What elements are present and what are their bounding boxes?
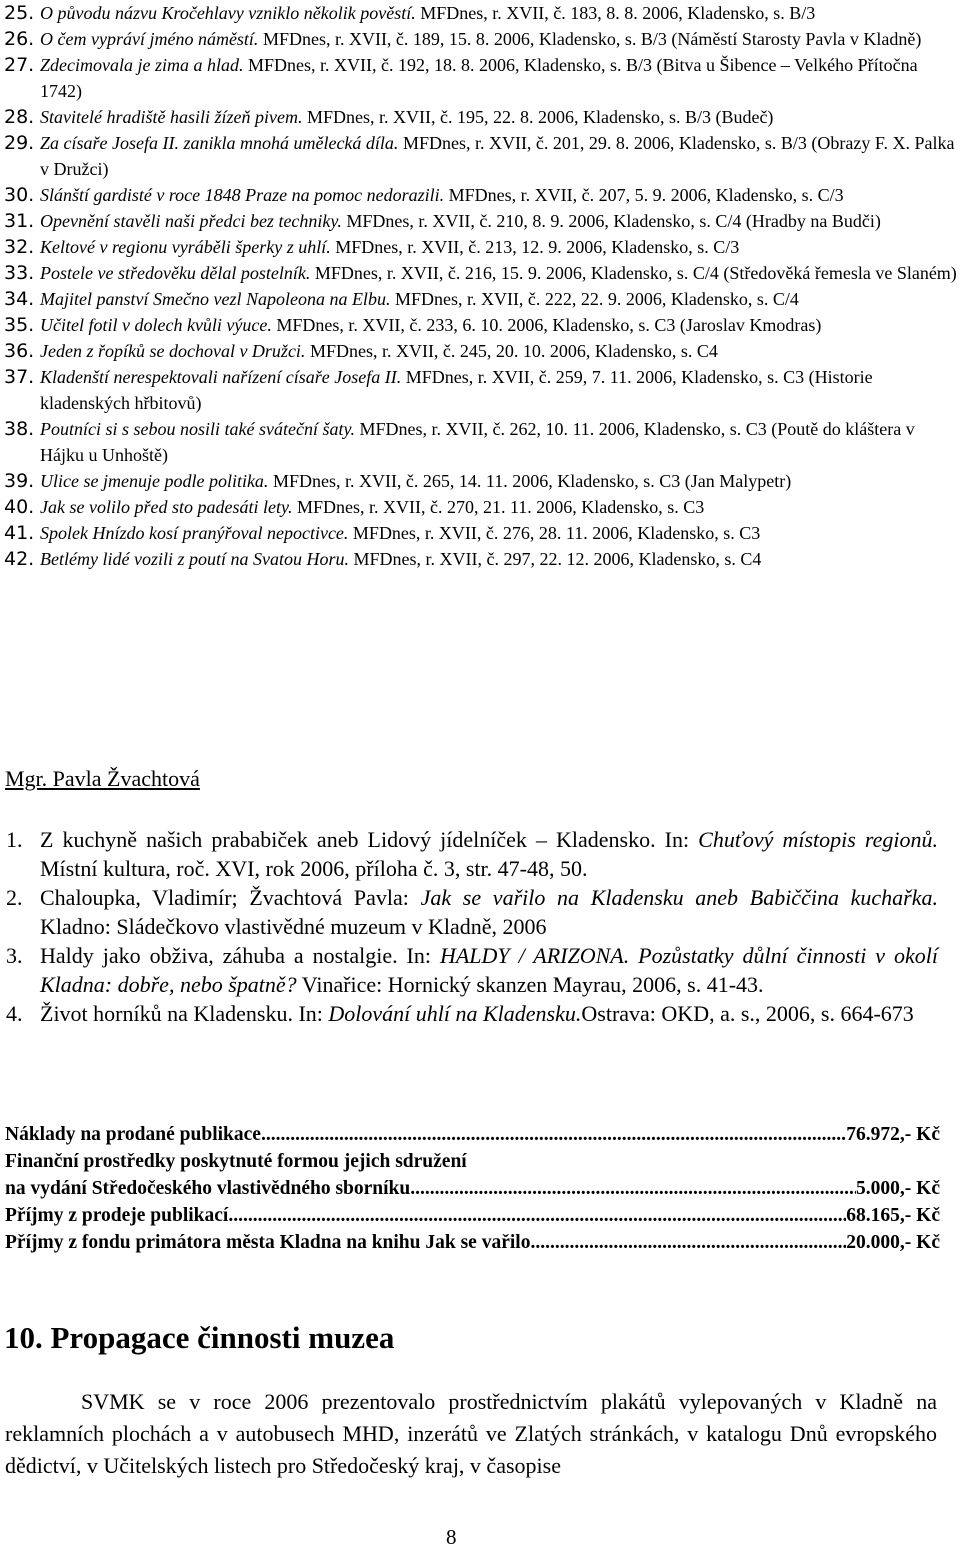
article-number: 31. — [4, 210, 35, 232]
cost-row — [5, 1148, 940, 1175]
cost-label: na vydání Středočeského vlastivědného sborníku — [5, 1178, 411, 1199]
article-number: 42. — [4, 548, 35, 570]
bibliography-title: HALDY / ARIZONA. Pozůstatky důlní činnosti v okolí Kladna: dobře, nebo špatně? — [40, 943, 938, 997]
article-item — [0, 260, 960, 286]
dot-leader — [410, 1175, 856, 1202]
article-number: 39. — [4, 470, 35, 492]
article-title: Keltové v regionu vyráběli šperky z uhlí. — [40, 237, 331, 257]
bibliography-item — [0, 825, 960, 883]
article-item — [0, 338, 960, 364]
article-source: MFDnes, r. XVII, č. 207, 5. 9. 2006, Kladensko, s. C/3 — [444, 185, 844, 205]
bibliography-item — [0, 999, 960, 1028]
article-item — [0, 104, 960, 130]
section-heading: 10. Propagace činnosti muzea — [4, 1320, 395, 1355]
article-source: MFDnes, r. XVII, č. 201, 29. 8. 2006, Kladensko, s. B/3 (Obrazy F. X. Palka v Družci) — [40, 133, 955, 179]
article-source: MFDnes, r. XVII, č. 210, 8. 9. 2006, Kladensko, s. C/4 (Hradby na Budči) — [341, 211, 881, 231]
article-title: Učitel fotil v dolech kvůli výuce. — [40, 315, 272, 335]
author-name: Mgr. Pavla Žvachtová — [5, 766, 200, 791]
article-source: MFDnes, r. XVII, č. 233, 6. 10. 2006, Kladensko, s. C3 (Jaroslav Kmodras) — [271, 315, 822, 335]
bibliography-publisher: Vinařice: Hornický skanzen Mayrau, 2006, s. 41-43. — [296, 972, 764, 997]
article-number: 32. — [4, 236, 35, 258]
article-item — [0, 52, 960, 104]
article-title: Opevnění stavěli naši předci bez techniky. — [40, 211, 342, 231]
article-source: MFDnes, r. XVII, č. 192, 18. 8. 2006, Kladensko, s. B/3 (Bitva u Šibence – Velkého Přítočna 1742) — [40, 55, 918, 101]
article-source: MFDnes, r. XVII, č. 245, 20. 10. 2006, Kladensko, s. C4 — [305, 341, 718, 361]
cost-label: Finanční prostředky poskytnuté formou jejich sdružení — [5, 1151, 467, 1172]
article-title: Poutníci si s sebou nosili také sváteční šaty. — [40, 419, 355, 439]
bibliography-title: Jak se vařilo na Kladensku aneb Babiččina kuchařka. — [420, 885, 938, 910]
article-source: MFDnes, r. XVII, č. 183, 8. 8. 2006, Kladensko, s. B/3 — [415, 3, 816, 23]
article-number: 26. — [4, 28, 35, 50]
article-item — [0, 26, 960, 52]
article-number: 37. — [4, 366, 35, 388]
cost-row — [5, 1202, 940, 1229]
bibliography-list — [0, 825, 960, 1028]
article-item — [0, 520, 960, 546]
bibliography-title: Dolování uhlí na Kladensku. — [328, 1001, 582, 1026]
article-source: MFDnes, r. XVII, č. 195, 22. 8. 2006, Kladensko, s. B/3 (Budeč) — [302, 107, 774, 127]
article-item — [0, 364, 960, 416]
article-item — [0, 182, 960, 208]
article-item — [0, 0, 960, 26]
cost-label: Náklady na prodané publikace — [5, 1124, 261, 1145]
bibliography-number: 2. — [6, 885, 23, 910]
article-number: 29. — [4, 132, 35, 154]
bibliography-text: Chaloupka, Vladimír; Žvachtová Pavla: — [40, 885, 421, 910]
article-title: Ulice se jmenuje podle politika. — [40, 471, 269, 491]
bibliography-number: 1. — [6, 827, 23, 852]
dot-leader — [545, 1229, 846, 1256]
article-source: MFDnes, r. XVII, č. 262, 10. 11. 2006, Kladensko, s. C3 (Poutě do kláštera v Hájku u Unhoště) — [40, 419, 915, 465]
article-item — [0, 286, 960, 312]
bibliography-text: Z kuchyně našich prababiček aneb Lidový jídelníček – Kladensko. In: — [40, 827, 699, 852]
article-number: 33. — [4, 262, 35, 284]
cost-row — [5, 1175, 940, 1202]
cost-value: 68.165,- Kč — [846, 1205, 940, 1226]
bibliography-text: Život horníků na Kladensku. In: — [40, 1001, 329, 1026]
article-title: Za císaře Josefa II. zanikla mnohá umělecká díla. — [40, 133, 399, 153]
cost-value: 20.000,- Kč — [846, 1232, 940, 1253]
article-number: 25. — [4, 2, 35, 24]
article-title: Postele ve středověku dělal postelník. — [40, 263, 311, 283]
article-title: Jak se volilo před sto padesáti lety. — [40, 497, 293, 517]
bibliography-publisher: Kladno: Sládečkovo vlastivědné muzeum v Kladně, 2006 — [40, 914, 547, 939]
bibliography-text: Haldy jako obživa, záhuba a nostalgie. In: — [40, 943, 440, 968]
cost-label: Příjmy z fondu primátora města Kladna na knihu Jak se vařilo... — [5, 1232, 546, 1253]
article-number: 34. — [4, 288, 35, 310]
cost-value: 76.972,- Kč — [846, 1124, 940, 1145]
bibliography-publisher: Místní kultura, roč. XVI, rok 2006, příloha č. 3, str. 47-48, 50. — [40, 856, 588, 881]
dot-leader — [228, 1202, 846, 1229]
article-source: MFDnes, r. XVII, č. 276, 28. 11. 2006, Kladensko, s. C3 — [348, 523, 761, 543]
article-item — [0, 416, 960, 468]
cost-value: 5.000,- Kč — [856, 1178, 940, 1199]
article-title: O původu názvu Kročehlavy vzniklo několik pověstí. — [40, 3, 416, 23]
article-number: 36. — [4, 340, 35, 362]
article-number: 35. — [4, 314, 35, 336]
article-title: Zdecimovala je zima a hlad. — [40, 55, 244, 75]
section-paragraph — [5, 1386, 937, 1482]
article-source: MFDnes, r. XVII, č. 222, 22. 9. 2006, Kladensko, s. C/4 — [390, 289, 799, 309]
article-source: MFDnes, r. XVII, č. 259, 7. 11. 2006, Kladensko, s. C3 (Historie kladenských hřbitovů) — [40, 367, 873, 413]
dot-leader — [261, 1121, 846, 1148]
bibliography-item — [0, 883, 960, 941]
article-number: 38. — [4, 418, 35, 440]
bibliography-publisher: Ostrava: OKD, a. s., 2006, s. 664-673 — [581, 1001, 914, 1026]
article-title: Majitel panství Smečno vezl Napoleona na Elbu. — [40, 289, 391, 309]
page-number: 8 — [446, 1525, 457, 1549]
article-item — [0, 208, 960, 234]
article-title: Betlémy lidé vozili z poutí na Svatou Horu. — [40, 549, 349, 569]
paragraph-text: SVMK se v roce 2006 prezentovalo prostřednictvím plakátů vylepovaných v Kladně na reklamních plochách a v autobusech MHD, inzerátů ve Zlatých stránkách, v katalogu Dnů evropského dědictví, v Učitelských listech pro Středočeský kraj, v časopise — [5, 1389, 937, 1478]
bibliography-number: 4. — [6, 1001, 23, 1026]
article-title: Kladenští nerespektovali nařízení císaře Josefa II. — [40, 367, 402, 387]
article-number: 41. — [4, 522, 35, 544]
article-item — [0, 130, 960, 182]
article-source: MFDnes, r. XVII, č. 265, 14. 11. 2006, Kladensko, s. C3 (Jan Malypetr) — [268, 471, 792, 491]
article-list — [0, 0, 960, 572]
article-source: MFDnes, r. XVII, č. 297, 22. 12. 2006, Kladensko, s. C4 — [348, 549, 762, 569]
article-title: Jeden z řopíků se dochoval v Družci. — [40, 341, 306, 361]
bibliography-item — [0, 941, 960, 999]
cost-row — [5, 1229, 940, 1256]
article-number: 27. — [4, 54, 35, 76]
bibliography-title: Chuťový místopis regionů. — [698, 827, 938, 852]
article-title: Slánští gardisté v roce 1848 Praze na pomoc nedorazili. — [40, 185, 445, 205]
article-title: Spolek Hnízdo kosí pranýřoval nepoctivce. — [40, 523, 349, 543]
cost-summary — [5, 1121, 940, 1256]
article-item — [0, 494, 960, 520]
article-number: 40. — [4, 496, 35, 518]
article-item — [0, 312, 960, 338]
article-item — [0, 234, 960, 260]
cost-label: Příjmy z prodeje publikací — [5, 1205, 229, 1226]
article-number: 28. — [4, 106, 35, 128]
article-source: MFDnes, r. XVII, č. 213, 12. 9. 2006, Kladensko, s. C/3 — [330, 237, 740, 257]
article-source: MFDnes, r. XVII, č. 189, 15. 8. 2006, Kladensko, s. B/3 (Náměstí Starosty Pavla v Kladně) — [258, 29, 922, 49]
article-item — [0, 546, 960, 572]
article-title: O čem vypráví jméno náměstí. — [40, 29, 259, 49]
bibliography-number: 3. — [6, 943, 23, 968]
article-item — [0, 468, 960, 494]
cost-row — [5, 1121, 940, 1148]
article-source: MFDnes, r. XVII, č. 270, 21. 11. 2006, Kladensko, s. C3 — [292, 497, 705, 517]
article-number: 30. — [4, 184, 35, 206]
article-title: Stavitelé hradiště hasili žízeň pivem. — [40, 107, 303, 127]
article-source: MFDnes, r. XVII, č. 216, 15. 9. 2006, Kladensko, s. C/4 (Středověká řemesla ve Slaném) — [310, 263, 957, 283]
